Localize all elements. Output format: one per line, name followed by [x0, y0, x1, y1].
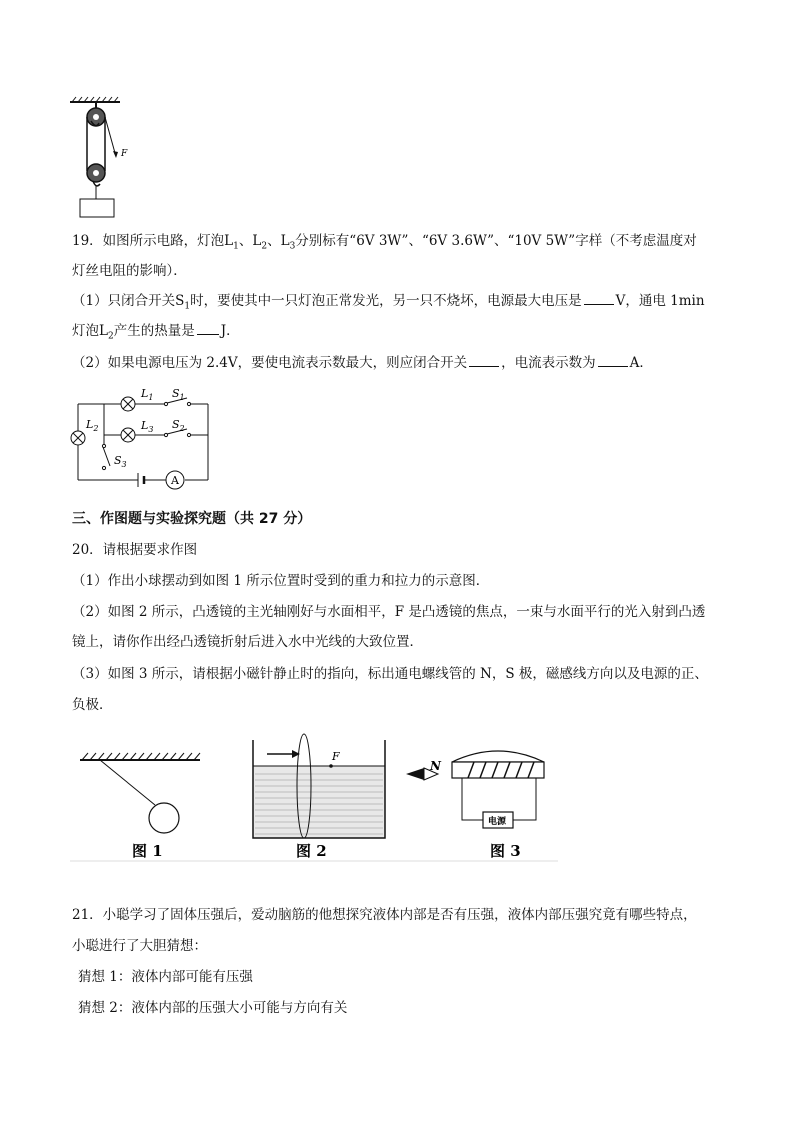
switch-s2-label: S	[172, 418, 180, 431]
lamp-l2-sub: 2	[93, 424, 99, 433]
circuit-diagram	[68, 382, 216, 494]
answer-blank-heat[interactable]	[197, 322, 219, 335]
q21-line-1: 21．小聪学习了固体压强后，爱动脑筋的他想探究液体内部是否有压强，液体内部压强究竟有哪些特点，	[72, 907, 697, 923]
q19-line-1: 19．如图所示电路，灯泡$L_1$、$L_2$、$L_3$分别标有“6V 3W”、“6V 3.6W”、“10V 5W”字样（不考虑温度对	[72, 233, 697, 252]
figure-1-pendulum	[80, 753, 200, 833]
q19-part-1-line-1: （1）只闭合开关$S_1$时，要使其中一只灯泡正常发光，另一只不烧坏，电源最大电压是 V，通电 1min	[72, 293, 705, 312]
switch-s1-sub: 1	[179, 393, 185, 402]
lamp-l3-sub: 3	[148, 425, 154, 434]
pulley-figure	[68, 95, 138, 220]
q20-part-3-line-1: （3）如图 3 所示，请根据小磁针静止时的指向，标出通电螺线管的 N，S 极，磁感线方向以及电源的正、	[72, 666, 708, 682]
answer-blank-max-voltage[interactable]	[584, 292, 614, 305]
svg-text:S1	[172, 387, 185, 402]
lamp-l3-label: L	[141, 419, 149, 432]
q21-guess-2: 猜想 2：液体内部的压强大小可能与方向有关	[78, 1000, 348, 1016]
lamp-l2-label: L	[86, 418, 94, 431]
svg-text:L3	[140, 419, 153, 434]
fig2-focus-label: F	[332, 750, 340, 763]
fig3-caption: 图 3	[490, 842, 521, 860]
ammeter-label: A	[171, 474, 179, 487]
answer-blank-current[interactable]	[598, 354, 628, 367]
figure-3-solenoid	[406, 751, 544, 828]
q20-part-2-line-1: （2）如图 2 所示，凸透镜的主光轴刚好与水面相平，F 是凸透镜的焦点，一束与水面平行的光入射到凸透	[72, 604, 706, 620]
svg-text:L1	[140, 387, 153, 402]
svg-text:S2	[172, 418, 185, 433]
section-3-heading: 三、作图题与实验探究题（共 27 分）	[72, 511, 312, 527]
svg-text:S3	[114, 454, 127, 469]
lamp-l1-label: L	[141, 387, 149, 400]
q21-line-2: 小聪进行了大胆猜想：	[72, 938, 207, 954]
figure-2-lens	[253, 734, 385, 838]
fig3-power-label: 电源	[488, 817, 507, 827]
switch-s3-label: S	[114, 454, 122, 467]
lamp-l1-sub: 1	[148, 393, 154, 402]
q21-guess-1: 猜想 1：液体内部可能有压强	[78, 969, 253, 985]
switch-s1-label: S	[172, 387, 180, 400]
switch-s3-sub: 3	[121, 460, 127, 469]
fig2-caption: 图 2	[296, 842, 327, 860]
switch-s2-sub: 2	[179, 424, 185, 433]
fig3-needle-label: N	[430, 759, 441, 773]
answer-blank-switch[interactable]	[469, 354, 499, 367]
figures-row	[70, 728, 560, 864]
svg-text:L2	[85, 418, 98, 433]
q20-part-2-line-2: 镜上，请你作出经凸透镜折射后进入水中光线的大致位置．	[72, 634, 423, 650]
q19-part-1-line-2: 灯泡$L_2$产生的热量是 J．	[72, 323, 240, 342]
fig1-caption: 图 1	[132, 842, 163, 860]
q20-part-3-line-2: 负极．	[72, 697, 113, 713]
q19-line-2: 灯丝电阻的影响）．	[72, 263, 187, 279]
q20-part-1: （1）作出小球摆动到如图 1 所示位置时受到的重力和拉力的示意图．	[72, 573, 490, 589]
q19-part-2: （2）如果电源电压为 2.4V，要使电流表示数最大，则应闭合开关 ，电流表示数为 A．	[72, 355, 653, 371]
pulley-force-label: F	[121, 149, 128, 159]
q20-intro: 20．请根据要求作图	[72, 542, 198, 558]
